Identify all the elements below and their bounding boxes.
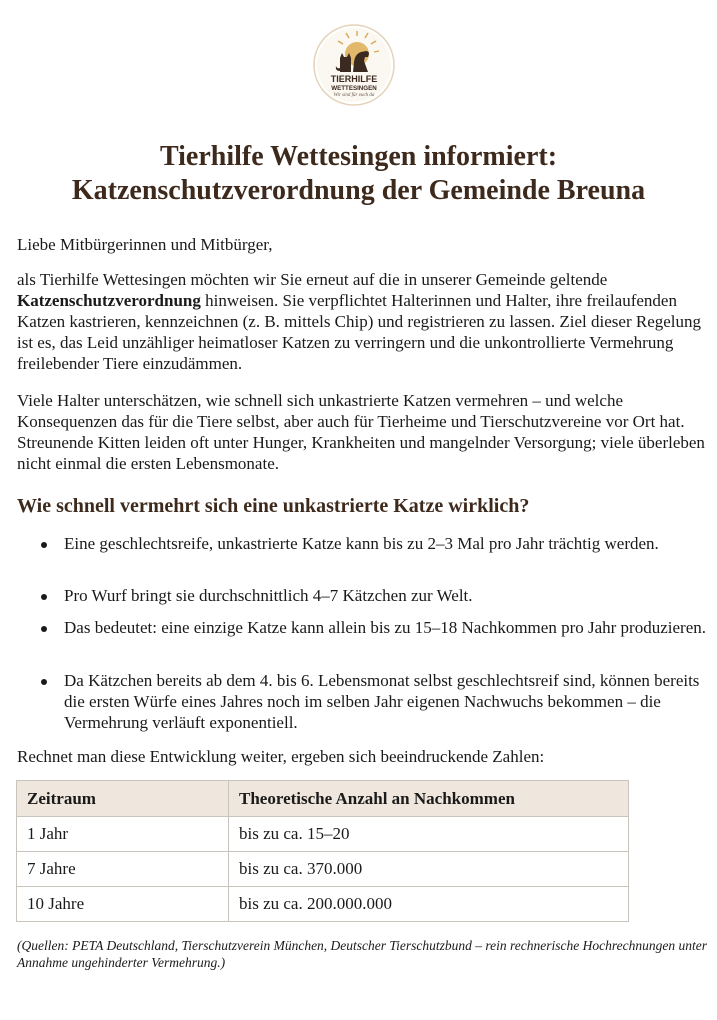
bullet-dot-icon xyxy=(41,679,47,685)
table-cell-period: 10 Jahre xyxy=(17,887,229,922)
table-header-row xyxy=(17,781,629,817)
intro-text-before: als Tierhilfe Wettesingen möchten wir Sie erneut auf die in unserer Gemeinde geltende xyxy=(17,270,608,289)
list-item: Eine geschlechtsreife, unkastrierte Katze kann bis zu 2–3 Mal pro Jahr trächtig werden. xyxy=(64,534,659,553)
table-row xyxy=(17,887,629,922)
intro-bold-term: Katzenschutzverordnung xyxy=(17,291,201,310)
table-row xyxy=(17,852,629,887)
column-header-period: Zeitraum xyxy=(17,781,229,817)
table-cell-period: 7 Jahre xyxy=(17,852,229,887)
bullet-dot-icon xyxy=(41,594,47,600)
page-title xyxy=(0,140,717,208)
tierhilfe-logo xyxy=(313,24,395,106)
logo-tagline: Wir sind für euch da xyxy=(333,93,375,98)
logo-line1: TIERHILFE xyxy=(330,74,378,84)
list-item: Das bedeutet: eine einzige Katze kann allein bis zu 15–18 Nachkommen pro Jahr produzieren. xyxy=(64,618,706,637)
section-heading: Wie schnell vermehrt sich eine unkastrierte Katze wirklich? xyxy=(17,495,530,517)
intro-text-after: hinweisen. Sie verpflichtet Halterinnen und Halter, ihre freilaufenden Katzen kastrieren, kennzeichnen (z. B. mittels Chip) und registrieren zu lassen. Ziel dieser Regelung ist es, das Leid unzähliger heimatloser Katzen zu verringern und die unkontrollierte Vermehrung freilebender Tiere einzudämmen. xyxy=(17,291,702,373)
logo-line2: WETTESINGEN xyxy=(331,85,377,92)
column-header-offspring: Theoretische Anzahl an Nachkommen xyxy=(229,781,629,817)
table-row xyxy=(17,817,629,852)
page-title-line2: Katzenschutzverordnung der Gemeinde Breuna xyxy=(71,175,646,206)
bullet-dot-icon xyxy=(41,626,47,632)
table-cell-offspring: bis zu ca. 370.000 xyxy=(229,852,629,887)
bullet-dot-icon xyxy=(41,542,47,548)
list-item: Pro Wurf bringt sie durchschnittlich 4–7 Kätzchen zur Welt. xyxy=(64,586,473,605)
table-cell-offspring: bis zu ca. 15–20 xyxy=(229,817,629,852)
sources-note: (Quellen: PETA Deutschland, Tierschutzverein München, Deutscher Tierschutzbund – rein rechnerische Hochrechnungen unter Annahme ungehinderter Vermehrung.) xyxy=(17,938,707,970)
page-title-line1: Tierhilfe Wettesingen informiert: xyxy=(159,141,558,172)
table-cell-offspring: bis zu ca. 200.000.000 xyxy=(229,887,629,922)
paragraph-consequences: Viele Halter unterschätzen, wie schnell sich unkastrierte Katzen vermehren – und welche Konsequenzen das für die Tiere selbst, aber auch für Tierheime und Tierschutzvereine vor Ort hat. Streunende Kitten leiden oft unter Hunger, Krankheiten und mangelnder Versorgung; viele überleben nicht einmal die ersten Lebensmonate. xyxy=(17,391,705,473)
greeting: Liebe Mitbürgerinnen und Mitbürger, xyxy=(17,235,273,254)
intro-paragraph xyxy=(17,269,713,374)
offspring-table xyxy=(16,780,629,922)
table-intro: Rechnet man diese Entwicklung weiter, ergeben sich beeindruckende Zahlen: xyxy=(17,747,545,766)
table-cell-period: 1 Jahr xyxy=(17,817,229,852)
list-item: Da Kätzchen bereits ab dem 4. bis 6. Lebensmonat selbst geschlechtsreif sind, können bereits die ersten Würfe eines Jahres noch im selben Jahr eigenen Nachwuchs bekommen – die Vermehrung verläuft exponentiell. xyxy=(64,671,700,732)
